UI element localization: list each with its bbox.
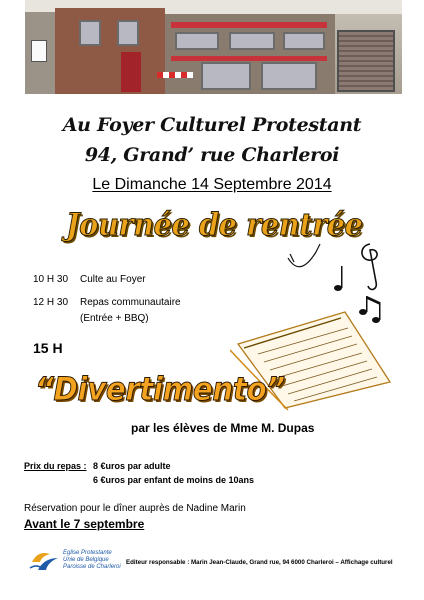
schedule-time-2: 12 H 30 (33, 297, 69, 308)
venue-address: 94, Grand’ rue Charleroi (84, 144, 340, 166)
reservation-text: Réservation pour le dîner auprès de Nadine Marin (24, 503, 246, 514)
header-photo (25, 0, 402, 94)
church-logo-icon (28, 548, 62, 574)
event-date: Le Dimanche 14 Septembre 2014 (92, 176, 332, 193)
schedule-time-1: 10 H 30 (33, 274, 69, 285)
venue-title: Au Foyer Culturel Protestant (62, 114, 362, 136)
show-time: 15 H (33, 340, 63, 356)
editor-credit: Editeur responsable : Marin Jean-Claude, Grand rue, 94 6000 Charleroi – Affichage culturel (126, 559, 393, 566)
show-subtitle: par les élèves de Mme M. Dupas (131, 421, 315, 435)
event-title: Journée de rentrée (66, 207, 363, 243)
show-title: “Divertimento” (35, 370, 285, 408)
price-adult: 8 €uros par adulte (93, 461, 171, 471)
reservation-deadline: Avant le 7 septembre (24, 517, 145, 531)
price-label: Prix du repas : (24, 461, 87, 471)
price-child: 6 €uros par enfant de moins de 10ans (93, 475, 255, 485)
schedule-note-2: (Entrée + BBQ) (80, 313, 149, 324)
schedule-label-1: Culte au Foyer (80, 274, 146, 285)
schedule-label-2: Repas communautaire (80, 297, 181, 308)
church-logo-text: Eglise Protestante Unie de Belgique Paroisse de Charleroi (63, 550, 121, 570)
